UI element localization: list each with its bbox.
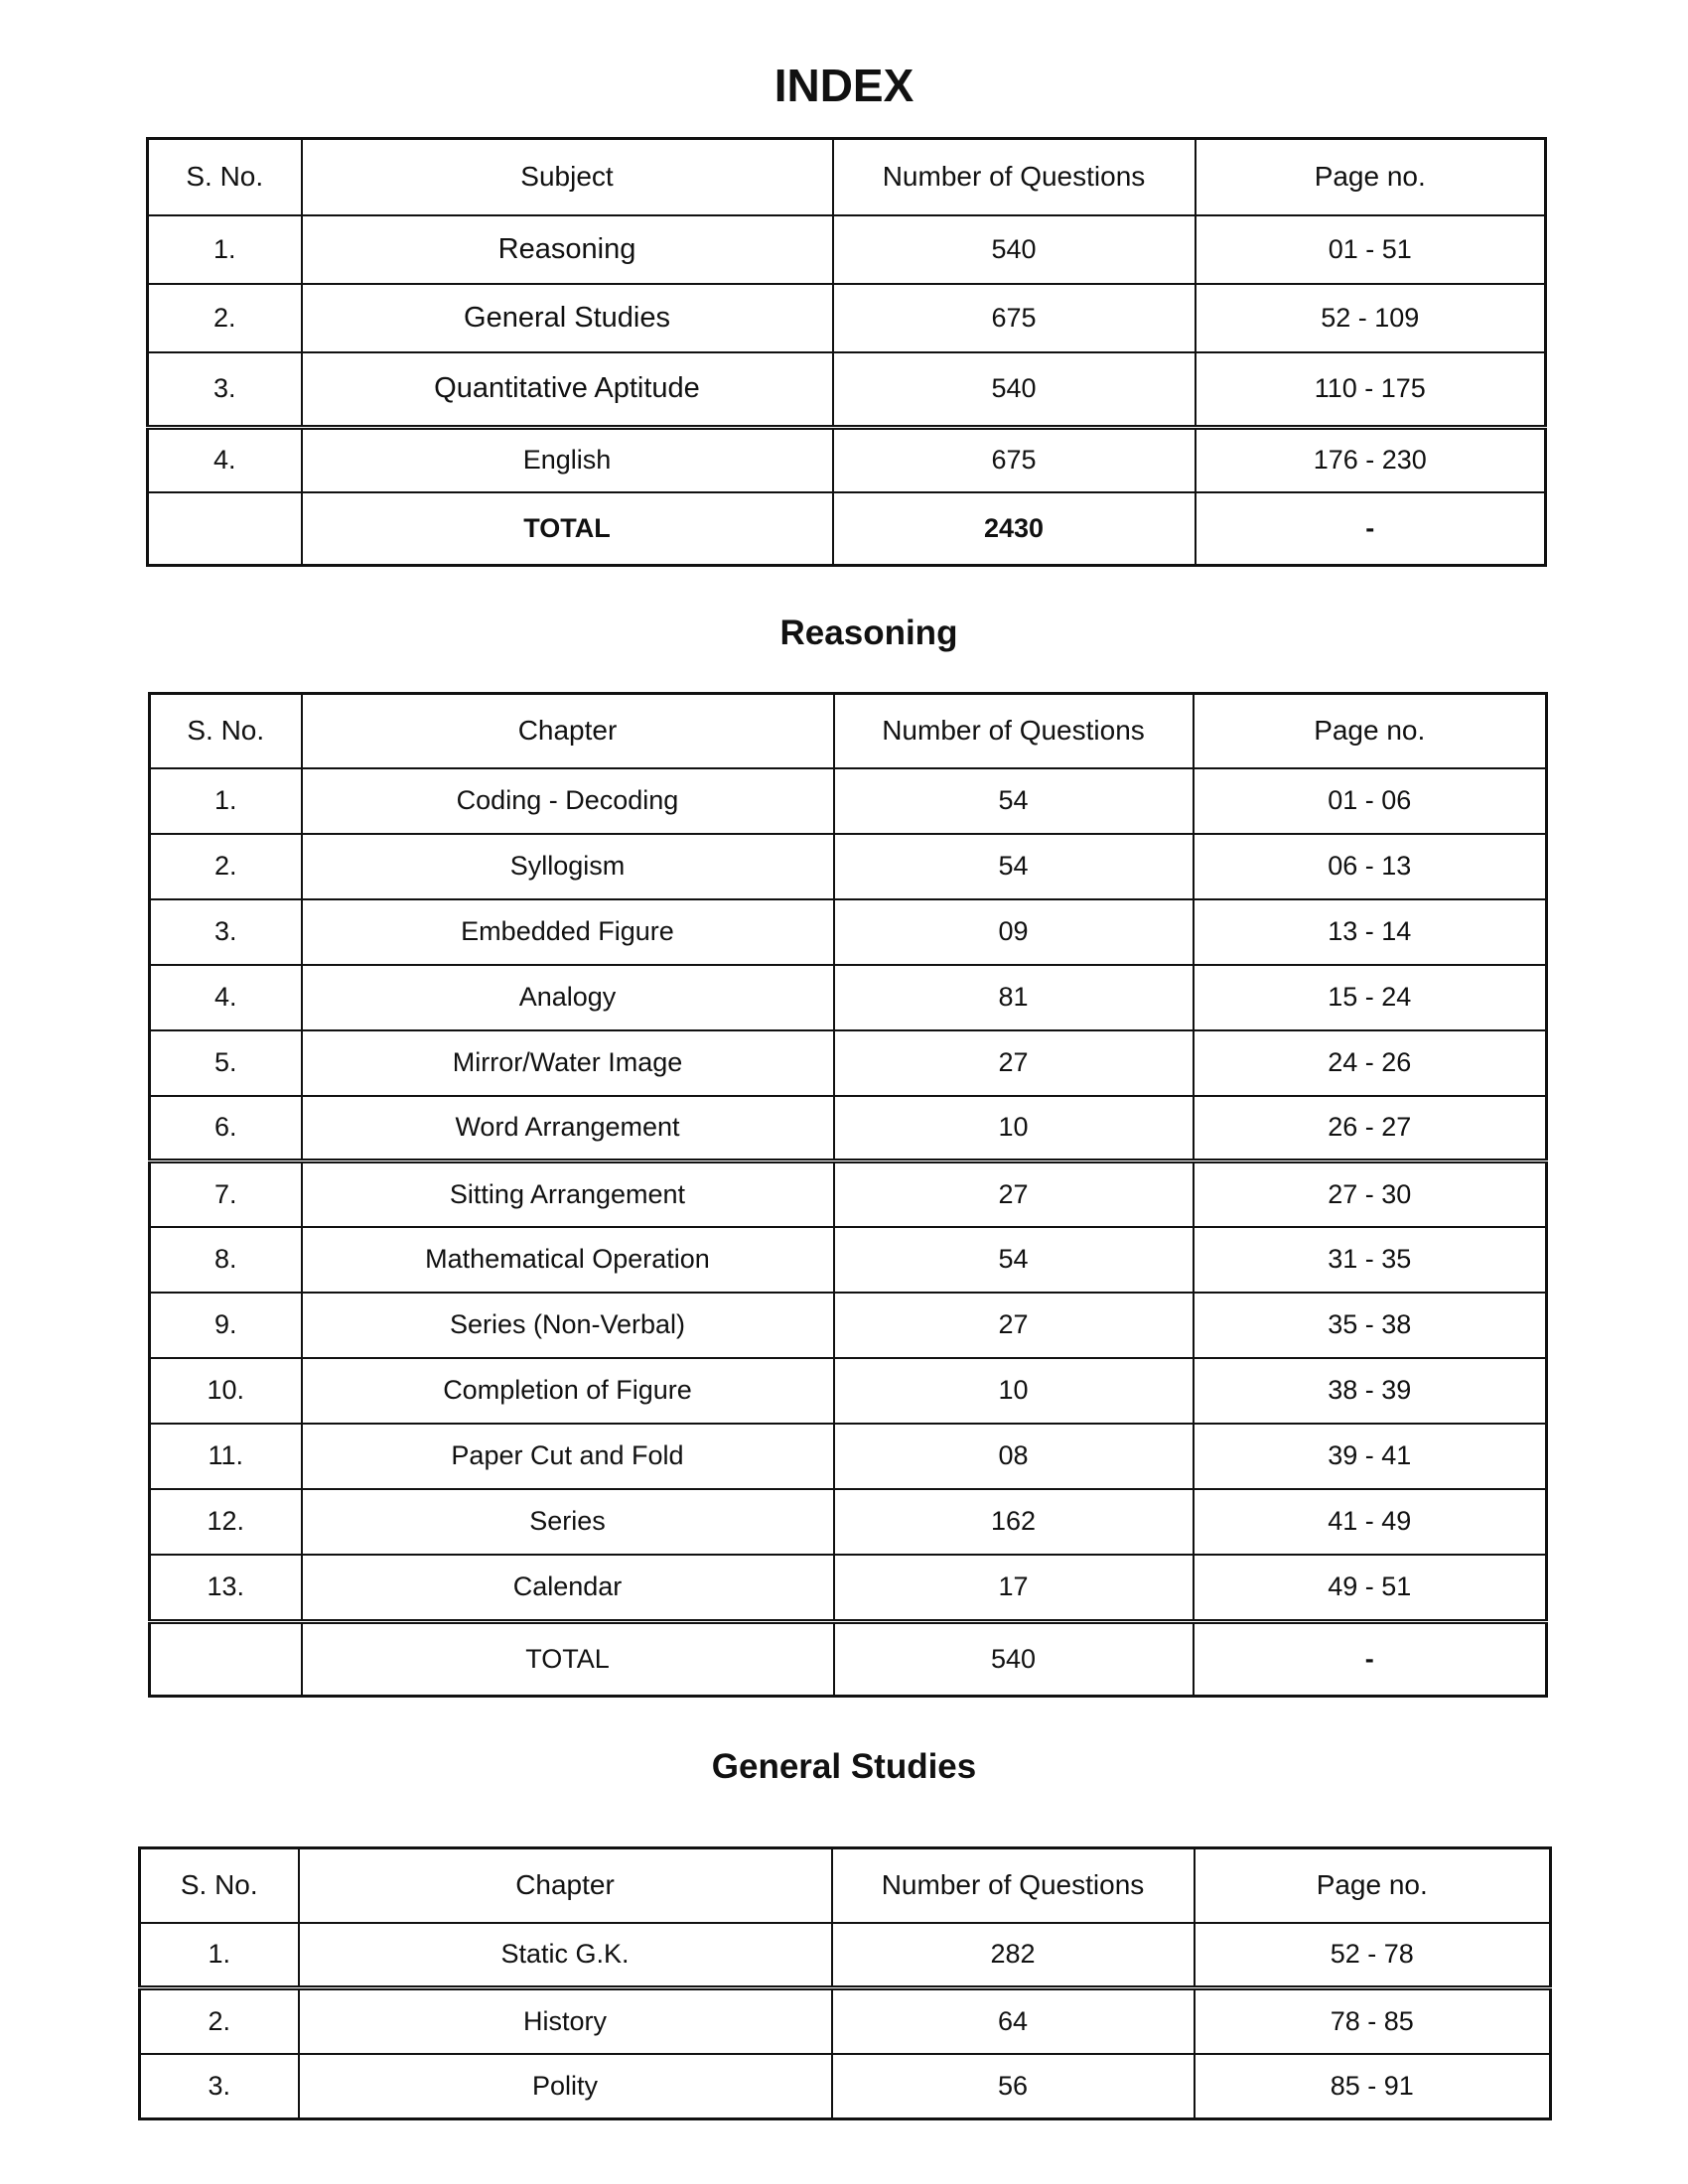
table-row: [140, 1923, 1551, 1988]
table-row: [148, 352, 1546, 428]
header-chapter: Chapter: [302, 694, 834, 768]
table-row: [150, 1161, 1547, 1227]
cell-sno: 3.: [148, 352, 302, 428]
header-questions: Number of Questions: [833, 139, 1196, 215]
table-row: [150, 1096, 1547, 1161]
cell-questions: 09: [834, 899, 1194, 965]
table-row: [148, 428, 1546, 492]
section-title-general-studies: General Studies: [711, 1747, 977, 1786]
header-pages: Page no.: [1195, 1848, 1551, 1923]
cell-questions: 81: [834, 965, 1194, 1030]
cell-total-label: TOTAL: [302, 1622, 834, 1697]
cell-questions: 540: [833, 215, 1196, 284]
cell-questions: 10: [834, 1096, 1194, 1161]
cell-subject: Quantitative Aptitude: [302, 352, 833, 428]
cell-sno: 11.: [150, 1424, 302, 1489]
cell-pages: 01 - 51: [1196, 215, 1546, 284]
table-row: [150, 1358, 1547, 1424]
cell-chapter: Embedded Figure: [302, 899, 834, 965]
cell-chapter: Syllogism: [302, 834, 834, 899]
table-row: [150, 1227, 1547, 1293]
cell-sno: 2.: [150, 834, 302, 899]
cell-questions: 27: [834, 1293, 1194, 1358]
cell-sno: 8.: [150, 1227, 302, 1293]
cell-sno: 4.: [150, 965, 302, 1030]
cell-chapter: Sitting Arrangement: [302, 1161, 834, 1227]
cell-sno: 1.: [140, 1923, 299, 1988]
cell-chapter: Mathematical Operation: [302, 1227, 834, 1293]
table-row: [140, 1988, 1551, 2054]
header-questions: Number of Questions: [832, 1848, 1195, 1923]
cell-pages: 110 - 175: [1196, 352, 1546, 428]
cell-pages: 176 - 230: [1196, 428, 1546, 492]
table-row: [150, 1030, 1547, 1096]
cell-chapter: Series (Non-Verbal): [302, 1293, 834, 1358]
cell-sno: 3.: [150, 899, 302, 965]
header-sno: S. No.: [148, 139, 302, 215]
table-row: [150, 965, 1547, 1030]
cell-sno: 5.: [150, 1030, 302, 1096]
cell-total-pages: -: [1196, 492, 1546, 566]
cell-chapter: Completion of Figure: [302, 1358, 834, 1424]
table-header-row: [148, 139, 1546, 215]
cell-questions: 17: [834, 1555, 1194, 1622]
cell-subject: Reasoning: [302, 215, 833, 284]
reasoning-table: [148, 692, 1548, 1698]
cell-chapter: Static G.K.: [299, 1923, 832, 1988]
cell-pages: 52 - 78: [1195, 1923, 1551, 1988]
cell-empty: [148, 492, 302, 566]
cell-questions: 54: [834, 834, 1194, 899]
table-row: [150, 1489, 1547, 1555]
cell-pages: 38 - 39: [1194, 1358, 1547, 1424]
header-subject: Subject: [302, 139, 833, 215]
header-pages: Page no.: [1194, 694, 1547, 768]
general-studies-table: [138, 1846, 1552, 2120]
cell-pages: 78 - 85: [1195, 1988, 1551, 2054]
cell-sno: 2.: [148, 284, 302, 352]
cell-questions: 08: [834, 1424, 1194, 1489]
cell-chapter: Coding - Decoding: [302, 768, 834, 834]
cell-sno: 12.: [150, 1489, 302, 1555]
cell-pages: 31 - 35: [1194, 1227, 1547, 1293]
cell-pages: 15 - 24: [1194, 965, 1547, 1030]
cell-questions: 56: [832, 2054, 1195, 2119]
table-row: [148, 215, 1546, 284]
cell-pages: 26 - 27: [1194, 1096, 1547, 1161]
cell-chapter: Mirror/Water Image: [302, 1030, 834, 1096]
cell-pages: 27 - 30: [1194, 1161, 1547, 1227]
cell-chapter: Analogy: [302, 965, 834, 1030]
header-chapter: Chapter: [299, 1848, 832, 1923]
cell-questions: 27: [834, 1161, 1194, 1227]
cell-sno: 6.: [150, 1096, 302, 1161]
table-row: [150, 768, 1547, 834]
cell-empty: [150, 1622, 302, 1697]
table-header-row: [140, 1848, 1551, 1923]
cell-sno: 1.: [148, 215, 302, 284]
cell-total-pages: -: [1194, 1622, 1547, 1697]
cell-subject: General Studies: [302, 284, 833, 352]
cell-questions: 64: [832, 1988, 1195, 2054]
cell-chapter: History: [299, 1988, 832, 2054]
cell-questions: 54: [834, 1227, 1194, 1293]
cell-questions: 282: [832, 1923, 1195, 1988]
cell-sno: 13.: [150, 1555, 302, 1622]
cell-questions: 10: [834, 1358, 1194, 1424]
cell-sno: 3.: [140, 2054, 299, 2119]
table-row: [150, 1555, 1547, 1622]
cell-total-questions: 2430: [833, 492, 1196, 566]
table-row: [150, 834, 1547, 899]
cell-pages: 39 - 41: [1194, 1424, 1547, 1489]
cell-chapter: Calendar: [302, 1555, 834, 1622]
cell-pages: 49 - 51: [1194, 1555, 1547, 1622]
cell-chapter: Polity: [299, 2054, 832, 2119]
cell-pages: 01 - 06: [1194, 768, 1547, 834]
cell-sno: 2.: [140, 1988, 299, 2054]
cell-questions: 27: [834, 1030, 1194, 1096]
total-row: [150, 1622, 1547, 1697]
table-header-row: [150, 694, 1547, 768]
section-title-reasoning: Reasoning: [779, 614, 958, 652]
cell-questions: 675: [833, 284, 1196, 352]
cell-subject: English: [302, 428, 833, 492]
table-row: [148, 284, 1546, 352]
cell-pages: 41 - 49: [1194, 1489, 1547, 1555]
cell-sno: 9.: [150, 1293, 302, 1358]
index-table: [146, 137, 1547, 567]
table-row: [140, 2054, 1551, 2119]
header-sno: S. No.: [140, 1848, 299, 1923]
header-sno: S. No.: [150, 694, 302, 768]
header-questions: Number of Questions: [834, 694, 1194, 768]
cell-total-label: TOTAL: [302, 492, 833, 566]
cell-chapter: Word Arrangement: [302, 1096, 834, 1161]
cell-questions: 54: [834, 768, 1194, 834]
total-row: [148, 492, 1546, 566]
cell-pages: 13 - 14: [1194, 899, 1547, 965]
cell-pages: 52 - 109: [1196, 284, 1546, 352]
cell-chapter: Series: [302, 1489, 834, 1555]
table-row: [150, 899, 1547, 965]
page-title: INDEX: [774, 60, 914, 111]
cell-pages: 24 - 26: [1194, 1030, 1547, 1096]
cell-sno: 7.: [150, 1161, 302, 1227]
cell-questions: 675: [833, 428, 1196, 492]
cell-questions: 162: [834, 1489, 1194, 1555]
cell-sno: 1.: [150, 768, 302, 834]
cell-pages: 06 - 13: [1194, 834, 1547, 899]
cell-pages: 85 - 91: [1195, 2054, 1551, 2119]
table-row: [150, 1293, 1547, 1358]
cell-sno: 10.: [150, 1358, 302, 1424]
cell-questions: 540: [833, 352, 1196, 428]
table-row: [150, 1424, 1547, 1489]
header-pages: Page no.: [1196, 139, 1546, 215]
cell-sno: 4.: [148, 428, 302, 492]
cell-total-questions: 540: [834, 1622, 1194, 1697]
cell-chapter: Paper Cut and Fold: [302, 1424, 834, 1489]
cell-pages: 35 - 38: [1194, 1293, 1547, 1358]
